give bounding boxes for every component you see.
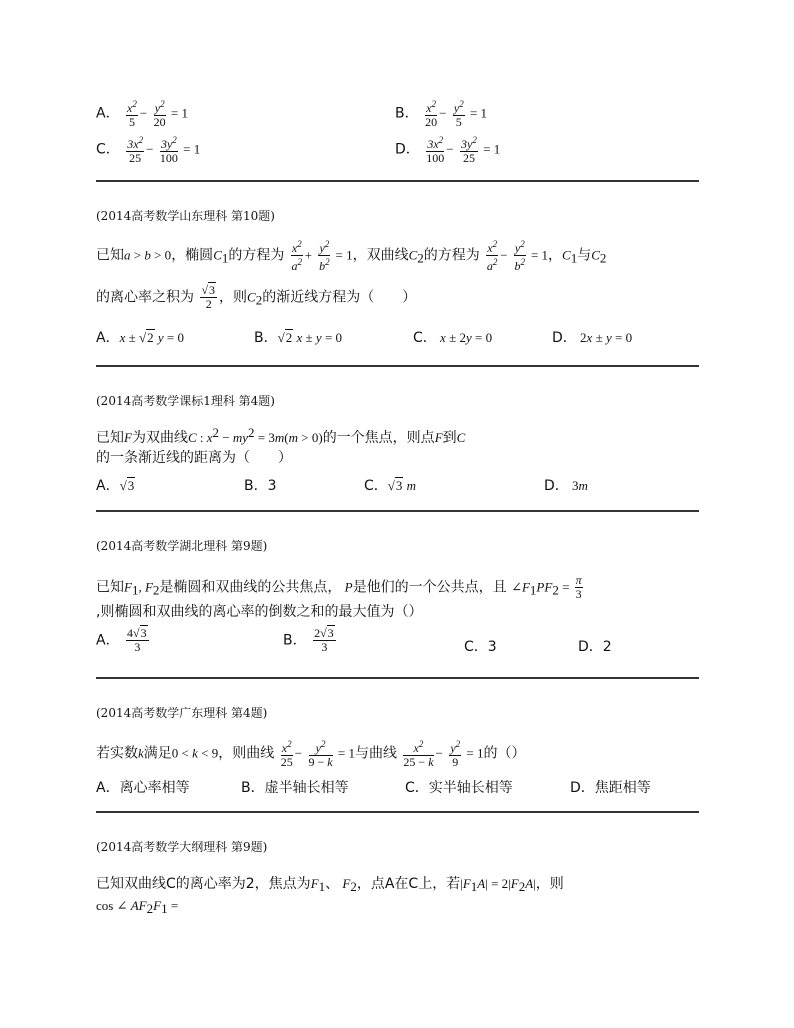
question-stem: 已知F为双曲线C : $x^2 - my^2 = 3m(m > 0)$的一个焦点，则点F到C — [96, 425, 466, 446]
q1-option-d: D． 2x ± y = 0 — [552, 330, 633, 346]
divider — [96, 811, 699, 813]
divider — [96, 677, 699, 679]
question-stem: 若实数k满足0 < k < 9，则曲线 $\frac{x^2}{25}$ − $\frac{y^2}{9 - k}$ = 1与曲线 $\frac{x^2}{25 - k}$ − $\frac{y^2}{9}$ = 1的（） — [96, 739, 526, 769]
divider — [96, 510, 699, 512]
question-stem-cont: ,则椭圆和双曲线的离心率的倒数之和的最大值为（） — [96, 604, 423, 620]
q0-option-b: B． $\frac{x^2}{20}$ − $\frac{y^2}{5}$ = 1 — [395, 99, 488, 129]
q3-option-b: B． $\frac{2√3}{3}$ — [283, 626, 334, 654]
question-source: (2014高考数学大纲理科 第9题) — [96, 840, 268, 854]
question-stem: 已知a > b > 0，椭圆$C_1$的方程为 $\frac{x^2}{a^2}$ + $\frac{y^2}{b^2}$ = 1，双曲线$C_2$的方程为 $\frac{x^2}{a^2}$ − $\frac{y^2}{b^2}$ = 1，$C_1$与$C_2$ — [96, 239, 607, 273]
q2-option-c: C．√3 m — [364, 478, 417, 494]
q2-option-a: A．√3 — [96, 478, 135, 494]
question-stem-cont: 的一条渐近线的距离为（ ） — [96, 450, 292, 466]
question-stem: 已知$F_1$, $F_2$是椭圆和双曲线的公共焦点， P是他们的一个公共点，且 $\angle F_1PF_2$ = $\frac{\pi}{3}$ — [96, 573, 582, 601]
q1-option-a: A．x ± √2 y = 0 — [96, 330, 185, 346]
question-source: (2014高考数学广东理科 第4题) — [96, 706, 268, 720]
q4-option-c: C．实半轴长相等 — [405, 780, 513, 796]
q4-option-a: A．离心率相等 — [96, 780, 190, 796]
q0-option-a: A． $\frac{x^2}{5}$ − $\frac{y^2}{20}$ = 1 — [96, 99, 188, 129]
divider — [96, 180, 699, 182]
q1-option-c: C． x ± 2y = 0 — [413, 330, 493, 346]
question-stem-cont: 的离心率之积为 $\frac{√3}{2}$ ，则$C_2$的渐近线方程为（ ） — [96, 283, 417, 311]
q2-option-b: B．3 — [244, 478, 277, 494]
q0-option-d: D． $\frac{3x^2}{100}$ − $\frac{3y^2}{25}$ = 1 — [395, 135, 501, 165]
q4-option-b: B．虚半轴长相等 — [241, 780, 349, 796]
question-stem-cont: cos ∠ $AF_2F_1$ = — [96, 898, 179, 916]
q3-option-a: A． $\frac{4√3}{3}$ — [96, 626, 147, 654]
divider — [96, 365, 699, 367]
question-stem: 已知双曲线C的离心率为2，焦点为$F_1$、 $F_2$，点A在C上，若$|F_1A| = 2|F_2A|$，则 — [96, 876, 564, 894]
question-source: (2014高考数学湖北理科 第9题) — [96, 539, 268, 553]
question-source: (2014高考数学山东理科 第10题) — [96, 209, 275, 223]
q2-option-d: D． 3m — [544, 478, 588, 494]
question-source: (2014高考数学课标1理科 第4题) — [96, 394, 275, 408]
q0-option-c: C． $\frac{3x^2}{25}$ − $\frac{3y^2}{100}$ = 1 — [96, 135, 201, 165]
q1-option-b: B．√2 x ± y = 0 — [254, 330, 343, 346]
q4-option-d: D．焦距相等 — [570, 780, 651, 796]
q3-option-c: C．3 — [464, 639, 497, 655]
q3-option-d: D．2 — [578, 639, 612, 655]
